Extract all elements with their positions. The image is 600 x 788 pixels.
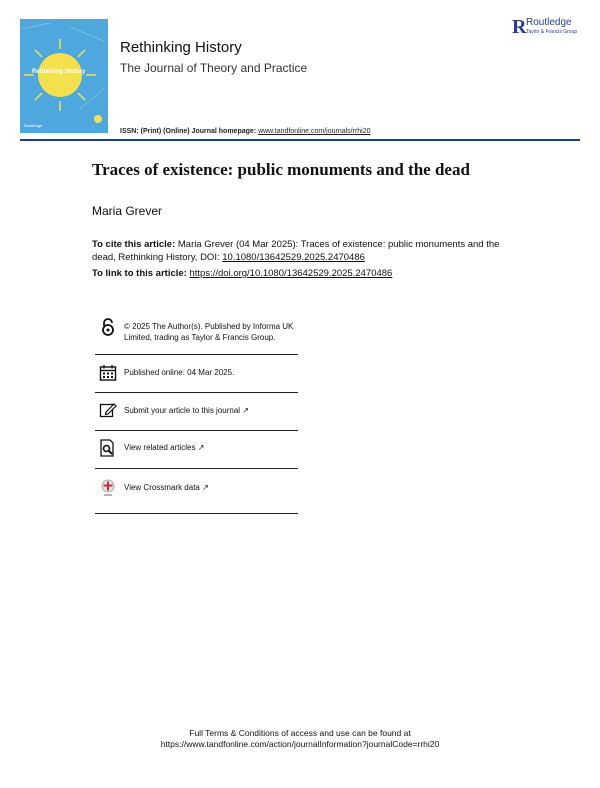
view-crossmark-label: View Crossmark data (124, 483, 200, 492)
routledge-r-icon: R (512, 16, 527, 38)
copyright-row (95, 313, 298, 355)
copyright-text: © 2025 The Author(s). Published by Informa UK Limited, trading as Taylor & Francis Group. (124, 322, 294, 342)
terms-footer (0, 728, 600, 750)
related-row[interactable] (95, 431, 298, 469)
view-related-link[interactable] (124, 443, 299, 454)
link-line (92, 268, 392, 279)
brand-tagline: Taylor & Francis Group (526, 29, 578, 35)
crossmark-external-icon: ↗ (202, 483, 209, 492)
submit-row[interactable] (95, 393, 298, 431)
routledge-logo (512, 16, 592, 40)
crossmark-row[interactable] (95, 469, 298, 514)
article-url-link[interactable]: https://doi.org/10.1080/13642529.2025.2470486 (189, 268, 393, 279)
journal-title: Rethinking History (120, 39, 242, 56)
submit-article-link[interactable] (124, 406, 299, 417)
article-info-panel (95, 313, 298, 514)
external-link-icon: ↗ (242, 406, 249, 415)
issn-line (120, 128, 371, 135)
article-title: Traces of existence: public monuments and the dead (92, 160, 470, 179)
header-divider (20, 139, 580, 141)
open-access-lock-icon (99, 318, 117, 336)
published-row (95, 355, 298, 393)
journal-cover-image (20, 19, 108, 133)
cite-label: To cite this article: (92, 239, 176, 250)
related-articles-search-icon (99, 439, 117, 457)
calendar-icon (99, 364, 117, 382)
edit-pencil-icon (99, 401, 117, 419)
submit-article-label: Submit your article to this journal (124, 406, 241, 415)
external-link-icon: ↗ (197, 443, 205, 452)
journal-subtitle: The Journal of Theory and Practice (120, 61, 308, 75)
journal-info-url[interactable]: https://www.tandfonline.com/action/journalInformation?journalCode=rrhi20 (160, 739, 440, 749)
citation-block (92, 238, 522, 264)
view-related-label: View related articles (124, 443, 196, 452)
brand-name: Routledge (526, 17, 572, 28)
cite-text: Maria Grever (04 Mar 2025): Traces of existence: public monuments and the dead, Rethinking History, DOI: (92, 239, 500, 263)
cover-sun-illustration (20, 19, 108, 133)
crossmark-icon (99, 479, 117, 497)
published-date-text: Published online: 04 Mar 2025. (124, 368, 235, 377)
link-label: To link to this article: (92, 268, 190, 279)
article-author: Maria Grever (92, 204, 163, 218)
cover-title-text: Rethinking History (32, 69, 86, 75)
issn-prefix: ISSN: (Print) (Online) Journal homepage: (120, 128, 259, 135)
doi-link[interactable]: 10.1080/13642529.2025.2470486 (222, 252, 365, 263)
view-crossmark-link[interactable] (124, 483, 299, 494)
terms-line: Full Terms & Conditions of access and use can be found at (189, 728, 411, 738)
cover-publisher-text: Routledge (24, 123, 43, 128)
journal-homepage-link[interactable]: www.tandfonline.com/journals/rrhi20 (258, 128, 371, 135)
